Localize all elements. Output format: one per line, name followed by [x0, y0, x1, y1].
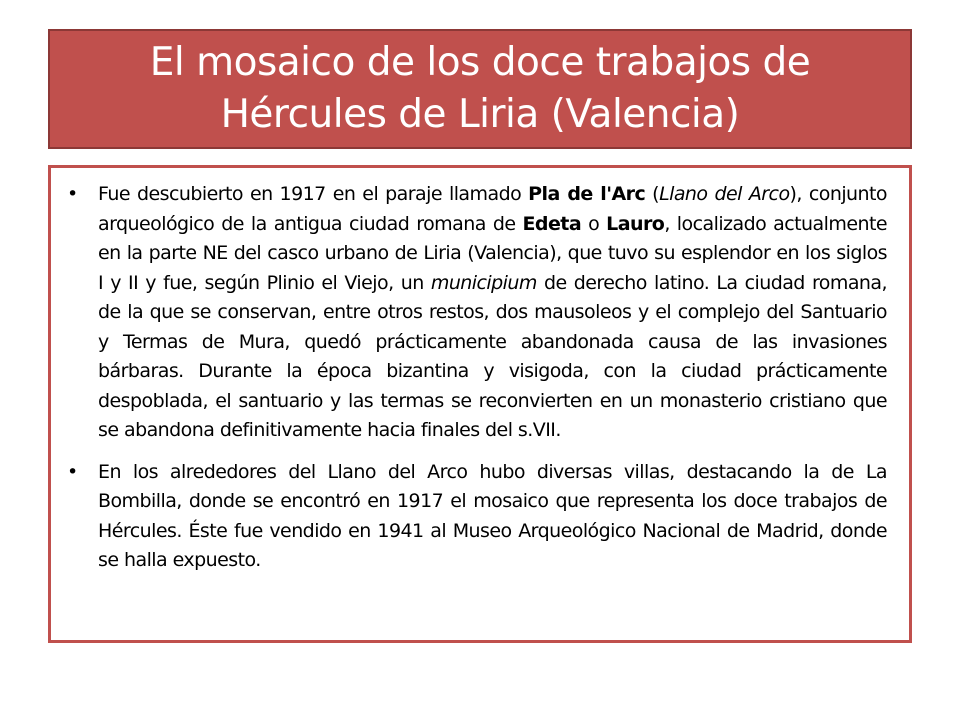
text-run: , localizado actualmente en la parte NE del casco urbano de Liria (Valencia), que tuvo su esplendor en los siglos I y II y fue, según Plinio el Viejo, un: [98, 212, 887, 294]
slide-title-line-2: Hércules de Liria (Valencia): [220, 92, 740, 137]
text-run: (: [645, 183, 660, 205]
italic-text: Llano del Arco: [659, 183, 790, 205]
title-banner: [48, 29, 912, 149]
text-run: de derecho latino. La ciudad romana, de la que se conservan, entre otros restos, dos mausoleos y el complejo del Santuario y Termas de Mura, quedó prácticamente abandonada causa de las invasiones bárbaras. Durante la época bizantina y visigoda, con la ciudad prácticamente despoblada, el santuario y las termas se reconvierten en un monasterio cristiano que se abandona definitivamente hacia finales del s.VII.: [98, 271, 887, 441]
bullet-item-2: [65, 458, 887, 576]
bold-text: Lauro: [606, 212, 665, 235]
italic-text: municipium: [430, 271, 537, 294]
bold-text: Edeta: [522, 212, 582, 235]
bold-text: Pla de l'Arc: [528, 183, 646, 205]
text-run: o: [581, 212, 607, 235]
content-box: [48, 165, 912, 643]
text-run: Fue descubierto en 1917 en el paraje llamado: [98, 183, 529, 205]
slide-title-line-1: El mosaico de los doce trabajos de: [149, 40, 811, 85]
slide-title: [150, 37, 811, 141]
text-run: En los alrededores del Llano del Arco hubo diversas villas, destacando la de La Bombilla, donde se encontró en 1917 el mosaico que representa los doce trabajos de Hércules. Éste fue vendido en 1941 al Museo Arqueológico Nacional de Madrid, donde se halla expuesto.: [98, 460, 887, 571]
bullet-item-1: [65, 180, 887, 446]
bullet-marker: •: [67, 183, 78, 205]
bullet-list: [65, 180, 895, 576]
bullet-marker: •: [67, 460, 78, 483]
text-run: ), conjunto arqueológico de la antigua ciudad romana de: [98, 183, 888, 235]
